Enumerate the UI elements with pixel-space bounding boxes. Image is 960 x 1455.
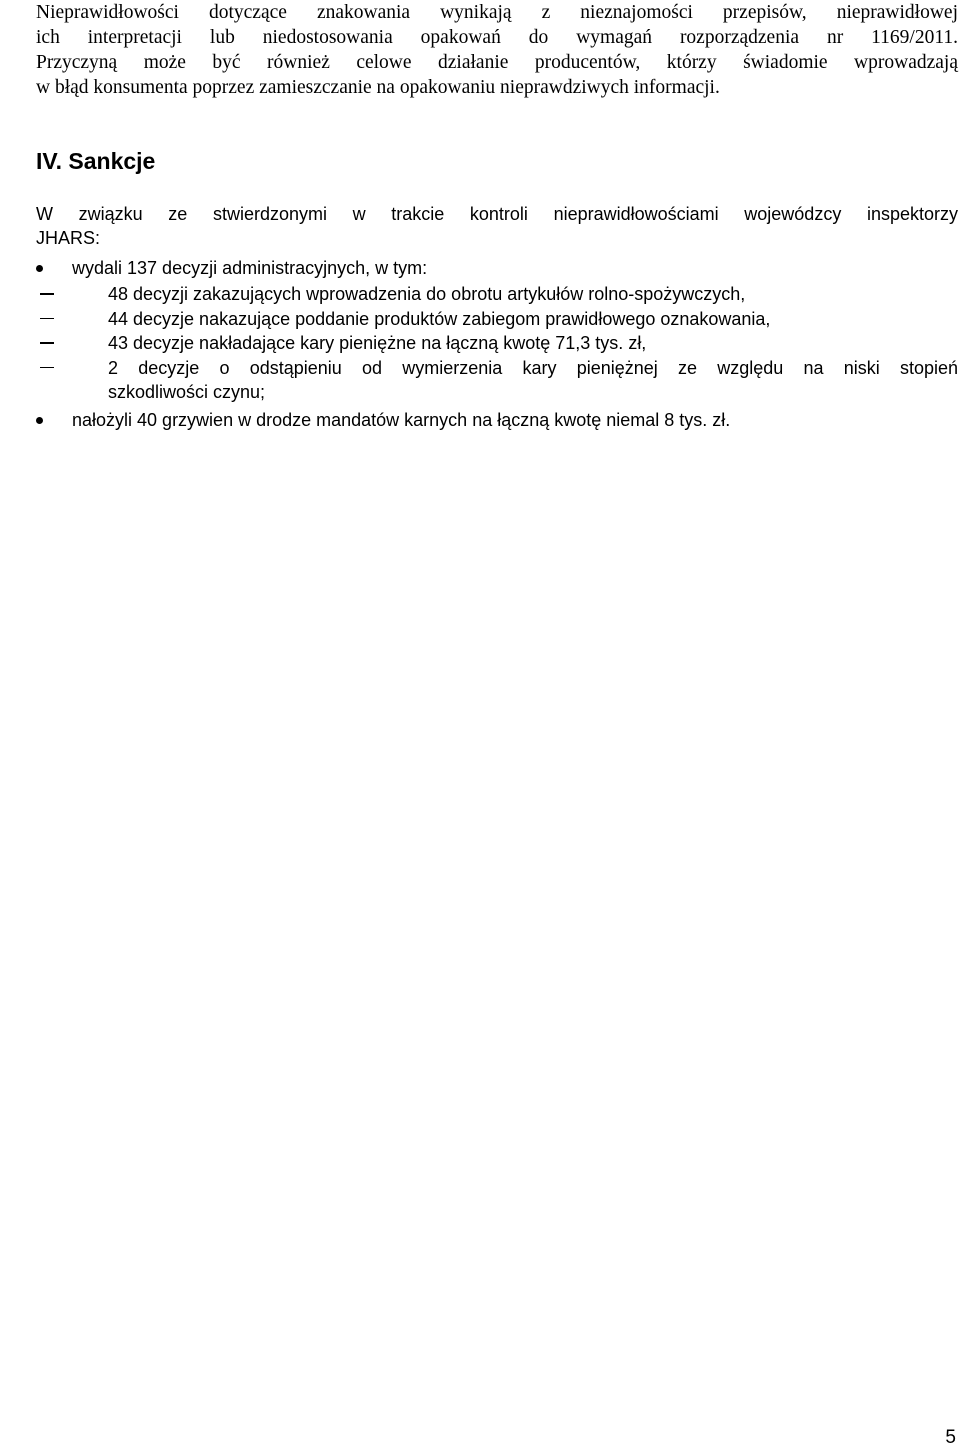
dash-icon — [40, 318, 54, 320]
dash-text: 48 decyzji zakazujących wprowadzenia do obrotu artykułów rolno-spożywczych, — [108, 284, 746, 304]
dash-text-line: szkodliwości czynu; — [108, 382, 266, 402]
dash-icon — [40, 293, 54, 295]
intro-line: w błąd konsumenta poprzez zamieszczanie na opakowaniu nieprawdziwych informacji. — [36, 77, 720, 98]
dash-text: 44 decyzje nakazujące poddanie produktów zabiegom prawidłowego oznakowania, — [108, 308, 771, 329]
intro-line: Nieprawidłowości dotyczące znakowania wynikają z nieznajomości przepisów, nieprawidłowej — [36, 2, 958, 23]
bullet-list — [36, 256, 958, 432]
intro-line: Przyczyną może być również celowe działanie producentów, którzy świadomie wprowadzają — [36, 52, 958, 73]
dash-text: 43 decyzje nakładające kary pieniężne na łączną kwotę 71,3 tys. zł, — [108, 333, 647, 353]
intro-paragraph — [36, 0, 958, 100]
intro-line: ich interpretacji lub niedostosowania opakowań do wymagań rozporządzenia nr 1169/2011. — [36, 27, 958, 48]
lead-paragraph — [36, 202, 958, 250]
section-heading: IV. Sankcje — [36, 148, 156, 174]
bullet-icon — [36, 265, 43, 272]
dash-text-line: 2 decyzje o odstąpieniu od wymierzenia kary pieniężnej ze względu na niski stopień — [108, 357, 958, 378]
dash-text — [108, 356, 958, 405]
bullet-text: nałożyli 40 grzywien w drodze mandatów karnych na łączną kwotę niemal 8 tys. zł. — [72, 409, 731, 430]
bullet-text: wydali 137 decyzji administracyjnych, w tym: — [72, 258, 428, 278]
list-item — [36, 307, 958, 332]
dash-icon — [40, 342, 54, 344]
list-item — [36, 282, 958, 307]
dash-list — [72, 282, 958, 405]
list-item — [36, 331, 958, 356]
section-body — [36, 202, 958, 432]
list-item — [36, 408, 958, 432]
lead-line: JHARS: — [36, 228, 101, 248]
list-item — [36, 356, 958, 405]
list-item — [36, 256, 958, 405]
page-number: 5 — [945, 1427, 956, 1448]
dash-icon — [40, 367, 54, 369]
lead-line: W związku ze stwierdzonymi w trakcie kontroli nieprawidłowościami wojewódzcy inspektorzy — [36, 204, 958, 224]
bullet-icon — [36, 417, 43, 424]
